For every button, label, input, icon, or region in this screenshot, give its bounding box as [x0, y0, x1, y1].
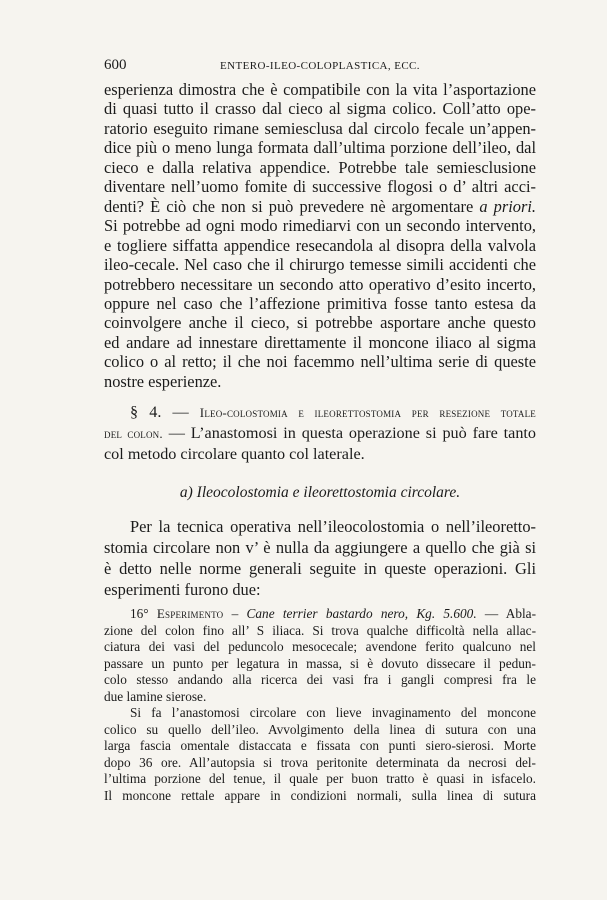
text-line: nostre esperienze. — [104, 371, 222, 391]
text-line: passare un punto per legatura in massa, si è dovuto dissecare il pedun- — [104, 655, 536, 671]
text-span: – — [223, 606, 247, 621]
text-line: l’ultima porzione del tenue, il quale per buon tratto è quasi in isfacelo. — [104, 771, 536, 786]
text-line: potrebbero necessitare un secondo atto operativo d’esito incerto, — [104, 274, 536, 294]
section-number: § 4. — — [130, 403, 189, 421]
page-number: 600 — [104, 57, 127, 73]
text-line: colico su quello dell’ileo. Avvolgimento della linea di sutura con una — [104, 721, 536, 737]
text-line: colico o al retto; il che noi facemmo nell’ultima serie di queste — [104, 352, 536, 372]
text-line: diventare nell’uomo fomite di successive flogosi o d’ altri acci- — [104, 177, 536, 197]
text-line: coinvolgere anche il cieco, si potrebbe asportare anche questo — [104, 313, 536, 333]
text-line: Si potrebbe ad ogni modo rimediarvi con un secondo intervento, — [104, 216, 536, 236]
subheading-text: Ileocolostomia e ileorettostomia circolare. — [196, 484, 461, 501]
text-line: è detto nelle norme generali seguite in queste operazioni. Gli — [104, 559, 536, 578]
text-line: di quasi tutto il crasso dal cieco al sigma colico. Coll’atto ope- — [104, 99, 536, 119]
experiment-16 — [104, 606, 536, 804]
subheading — [104, 484, 536, 502]
text-span: — L’anastomosi in questa operazione si può fare tanto — [162, 424, 537, 442]
paragraph-2 — [104, 516, 536, 600]
text-line: larga fascia omentale distaccata e fissata con punti siero-sierosi. Morte — [104, 738, 536, 753]
text-line: col metodo circolare quanto col laterale. — [104, 445, 365, 463]
text-line: colo stesso andando alla ricerca dei vasi fra i gangli compresi fra le — [104, 672, 536, 687]
running-title: ENTERO-ILEO-COLOPLASTICA, ECC. — [220, 60, 420, 72]
text-line: esperimenti furono due: — [104, 580, 261, 599]
text-line: oppure nel caso che l’affezione primitiva fosse tanto estesa da — [104, 293, 536, 313]
text-line: cieco e dalla relativa appendice. Potrebbe tale semiesclusione — [104, 157, 536, 177]
text-line: Il moncone rettale appare in condizioni normali, sulla linea di sutura — [104, 787, 536, 803]
section-title: Ileo-colostomia e ileorettostomia per resezione totale — [199, 405, 536, 420]
text-line: ileo-cecale. Nel caso che il chirurgo temesse simili accidenti che — [104, 255, 536, 275]
text-line: zione del colon fino all’ S iliaca. Si trova qualche difficoltà nella allac- — [104, 622, 536, 638]
text-line: stomia circolare non v’ è nulla da aggiungere a quello che già si — [104, 538, 536, 557]
subheading-label: a) — [179, 484, 193, 501]
page-header — [104, 57, 536, 77]
paragraph-1 — [104, 80, 536, 391]
text-line: dopo 36 ore. All’autopsia si trova peritonite determinata da necrosi del- — [104, 754, 536, 770]
text-line: dice più o meno lunga formata dall’ultima porzione dell’ileo, dal — [104, 138, 536, 158]
text-line: e togliere siffatta appendice resecandola al disopra della valvola — [104, 235, 536, 255]
text-span: — Abla- — [476, 606, 536, 621]
section-heading-line — [104, 402, 536, 423]
text-line: ed andare ad innestare direttamente il moncone iliaco al sigma — [104, 332, 536, 352]
text-line — [104, 197, 536, 216]
text-line: Per la tecnica operativa nell’ileocolostomia o nell’ileoretto- — [130, 517, 536, 536]
text-line: esperienza dimostra che è compatibile con la vita l’asportazione — [104, 80, 536, 99]
text-span: denti? È ciò che non si può prevedere nè argomentare — [104, 196, 474, 216]
text-line: Si fa l’anastomosi circolare con lieve invaginamento del moncone — [130, 705, 536, 720]
text-line: due lamine sierose. — [104, 688, 207, 704]
section-title-cont: del colon. — [104, 426, 163, 441]
text-line — [104, 423, 536, 444]
experiment-title: Cane terrier bastardo nero, Kg. 5.600. — [246, 606, 477, 621]
experiment-label: Esperimento — [156, 606, 224, 621]
section-4 — [104, 402, 536, 465]
experiment-number: 16° — [130, 606, 149, 621]
a-priori-italic: a priori. — [479, 196, 536, 216]
experiment-heading-line — [104, 606, 536, 623]
text-line: ciatura dei vasi del peduncolo mesocecale; avendone ferito qualcuno nel — [104, 639, 536, 654]
text-line: ratorio eseguito rimane semiesclusa dal circolo fecale un’appen- — [104, 118, 536, 138]
